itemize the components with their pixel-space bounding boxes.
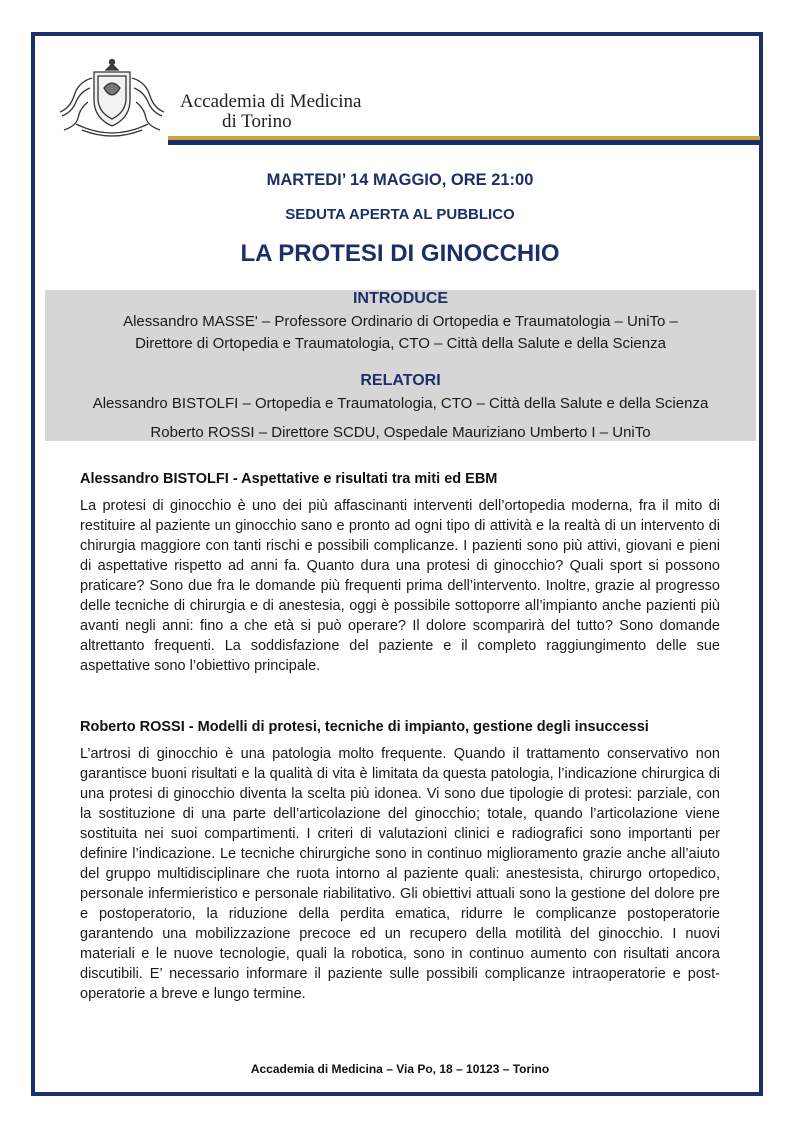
- academy-name-line1: Accademia di Medicina: [180, 91, 362, 112]
- section-body: L’artrosi di ginocchio è una patologia molto frequente. Quando il trattamento conservativo non garantisce buoni risultati e la qualità di vita è limitata da questa patologia, l’indicazione chirurgica di una protesi di ginocchio diventa la scelta più idonea. Vi sono due tipologie di protesi: parziale, con la sostituzione di una parte dell’articolazione del ginocchio; totale, quando l’articolazione viene sostituita nei suoi compartimenti. I criteri di valutazioni clinici e radiografici sono importanti per definire l’indicazione. Le tecniche chirurgiche sono in continuo miglioramento grazie anche all’aiuto del gruppo multidisciplinare che ruota intorno al paziente quali: anestesista, chirurgo ortopedico, personale infermieristico e personale riabilitativo. Gli obiettivi attuali sono la gestione del dolore pre e postoperatorio, la riduzione della perdita ematica, ridurre le complicanze postoperatorie garantendo una mobilizzazione precoce ed un recupero della motilità del ginocchio. I nuovi materiali e le nuove tecnologie, quali la robotica, sono in continuo aumento con risultati ancora discutibili. E’ necessario informare il paziente sulle possibili complicanze intraoperatorie e post-operatorie a breve e lungo termine.: [80, 746, 720, 1002]
- relatore-2: Roberto ROSSI – Direttore SCDU, Ospedale Mauriziano Umberto I – UniTo: [150, 424, 651, 441]
- coat-of-arms-icon: [52, 58, 172, 142]
- speakers-box: [45, 290, 756, 441]
- event-date-time: MARTEDI’ 14 MAGGIO, ORE 21:00: [266, 171, 534, 189]
- section-bistolfi: [80, 471, 720, 676]
- introducer-line2: Direttore di Ortopedia e Traumatologia, CTO – Città della Salute e della Scienza: [135, 335, 666, 352]
- section-rossi: [80, 719, 720, 1004]
- academy-name: [180, 92, 361, 132]
- introducer-line1: Alessandro MASSE' – Professore Ordinario di Ortopedia e Traumatologia – UniTo –: [123, 313, 678, 330]
- section-body: La protesi di ginocchio è uno dei più affascinanti interventi dell’ortopedia moderna, fra il mito di restituire al paziente un ginocchio sano e pronto ad ogni tipo di attività e la realtà di un intervento di chirurgia maggiore con tanti rischi e possibili complicanze. I pazienti sono più attivi, giovani e pieni di aspettative rispetto ad anni fa. Quanto dura una protesi di ginocchio? Quali sport si possono praticare? Sono due fra le domande più frequenti prima dell’intervento. Inoltre, grazie al progresso delle tecniche di chirurgia e di anestesia, oggi è possibile sottoporre all’impianto anche pazienti più avanti negli anni: fino a che età si può operare? Il dolore scomparirà del tutto? Sono domande altrettanto frequenti. La soddisfazione del paziente e il completo raggiungimento delle sue aspettative sono l’obiettivo principale.: [80, 498, 720, 674]
- relatore-1: Alessandro BISTOLFI – Ortopedia e Traumatologia, CTO – Città della Salute e della Scienza: [92, 395, 709, 412]
- introduce-heading: INTRODUCE: [352, 290, 449, 307]
- session-type: SEDUTA APERTA AL PUBBLICO: [285, 206, 515, 223]
- section-title: Alessandro BISTOLFI - Aspettative e risultati tra miti ed EBM: [80, 471, 498, 487]
- relatori-heading: RELATORI: [360, 372, 441, 389]
- academy-name-line2: di Torino: [222, 111, 292, 132]
- footer-address: Accademia di Medicina – Via Po, 18 – 10123 – Torino: [250, 1062, 550, 1076]
- page-title: LA PROTESI DI GINOCCHIO: [240, 240, 560, 267]
- section-title: Roberto ROSSI - Modelli di protesi, tecniche di impianto, gestione degli insuccessi: [80, 719, 649, 735]
- header-rule-blue: [168, 140, 760, 145]
